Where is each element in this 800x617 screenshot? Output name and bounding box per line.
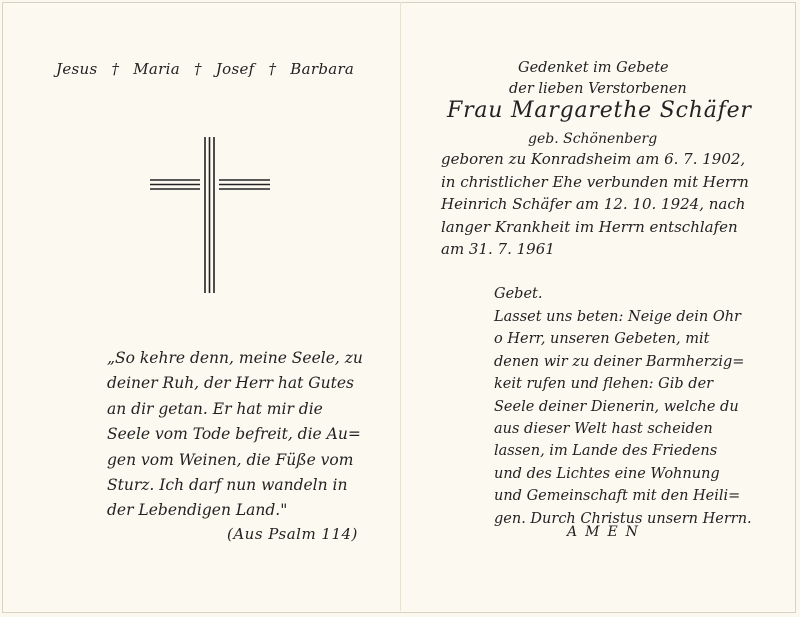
- prayer-text: [494, 306, 752, 530]
- deceased-name: Frau Margarethe Schäfer: [447, 98, 752, 123]
- intro-line-2: der lieben Verstorbenen: [509, 81, 687, 97]
- prayer-line: gen. Durch Christus unsern Herrn.: [494, 510, 752, 527]
- prayer-line: und des Lichtes eine Wohnung: [494, 465, 720, 482]
- prayer-line: denen wir zu deiner Barmherzig=: [494, 353, 745, 370]
- quote-line: deiner Ruh, der Herr hat Gutes: [107, 374, 355, 393]
- prayer-line: Lasset uns beten: Neige dein Ohr: [494, 309, 741, 325]
- bio-line: am 31. 7. 1961: [441, 240, 555, 258]
- prayer-line: keit rufen und flehen: Gib der: [494, 376, 714, 393]
- quote-line: Sturz. Ich darf nun wandeln in: [107, 476, 348, 495]
- intro-line-1: Gedenket im Gebete: [518, 60, 669, 76]
- bio-line: Heinrich Schäfer am 12. 10. 1924, nach: [441, 195, 746, 213]
- name-maria: Maria: [133, 60, 180, 78]
- quote-line: gen vom Weinen, die Füße vom: [107, 450, 354, 469]
- amen: AMEN: [567, 524, 646, 540]
- birth-name: geb. Schönenberg: [528, 131, 658, 147]
- cross-separator: †: [193, 60, 202, 78]
- name-barbara: Barbara: [290, 60, 355, 78]
- quote-line: Seele vom Tode befreit, die Au=: [107, 425, 361, 444]
- cross-separator: †: [268, 60, 277, 78]
- prayer-line: lassen, im Lande des Friedens: [494, 443, 718, 460]
- quote-source: (Aus Psalm 114): [227, 525, 358, 543]
- name-jesus: Jesus: [56, 60, 98, 78]
- quote-line: an dir getan. Er hat mir die: [107, 399, 323, 418]
- bio-line: langer Krankheit im Herrn entschlafen: [441, 217, 738, 236]
- psalm-quote: [107, 346, 363, 524]
- center-fold: [400, 2, 401, 611]
- bio-line: in christlicher Ehe verbunden mit Herrn: [441, 172, 749, 191]
- prayer-line: und Gemeinschaft mit den Heili=: [494, 488, 741, 505]
- cross-separator: †: [111, 60, 120, 78]
- prayer-title: Gebet.: [494, 286, 543, 302]
- quote-line: der Lebendigen Land.": [107, 501, 288, 520]
- prayer-line: Seele deiner Dienerin, welche du: [494, 398, 739, 415]
- prayer-line: aus dieser Welt hast scheiden: [494, 421, 713, 438]
- quote-line: „So kehre denn, meine Seele, zu: [107, 349, 363, 367]
- name-josef: Josef: [215, 60, 255, 78]
- biography: [441, 148, 749, 261]
- cross-icon: [150, 137, 270, 293]
- bio-line: geboren zu Konradsheim am 6. 7. 1902,: [441, 150, 746, 168]
- prayer-line: o Herr, unseren Gebeten, mit: [494, 331, 710, 348]
- holy-names-line: [56, 60, 354, 78]
